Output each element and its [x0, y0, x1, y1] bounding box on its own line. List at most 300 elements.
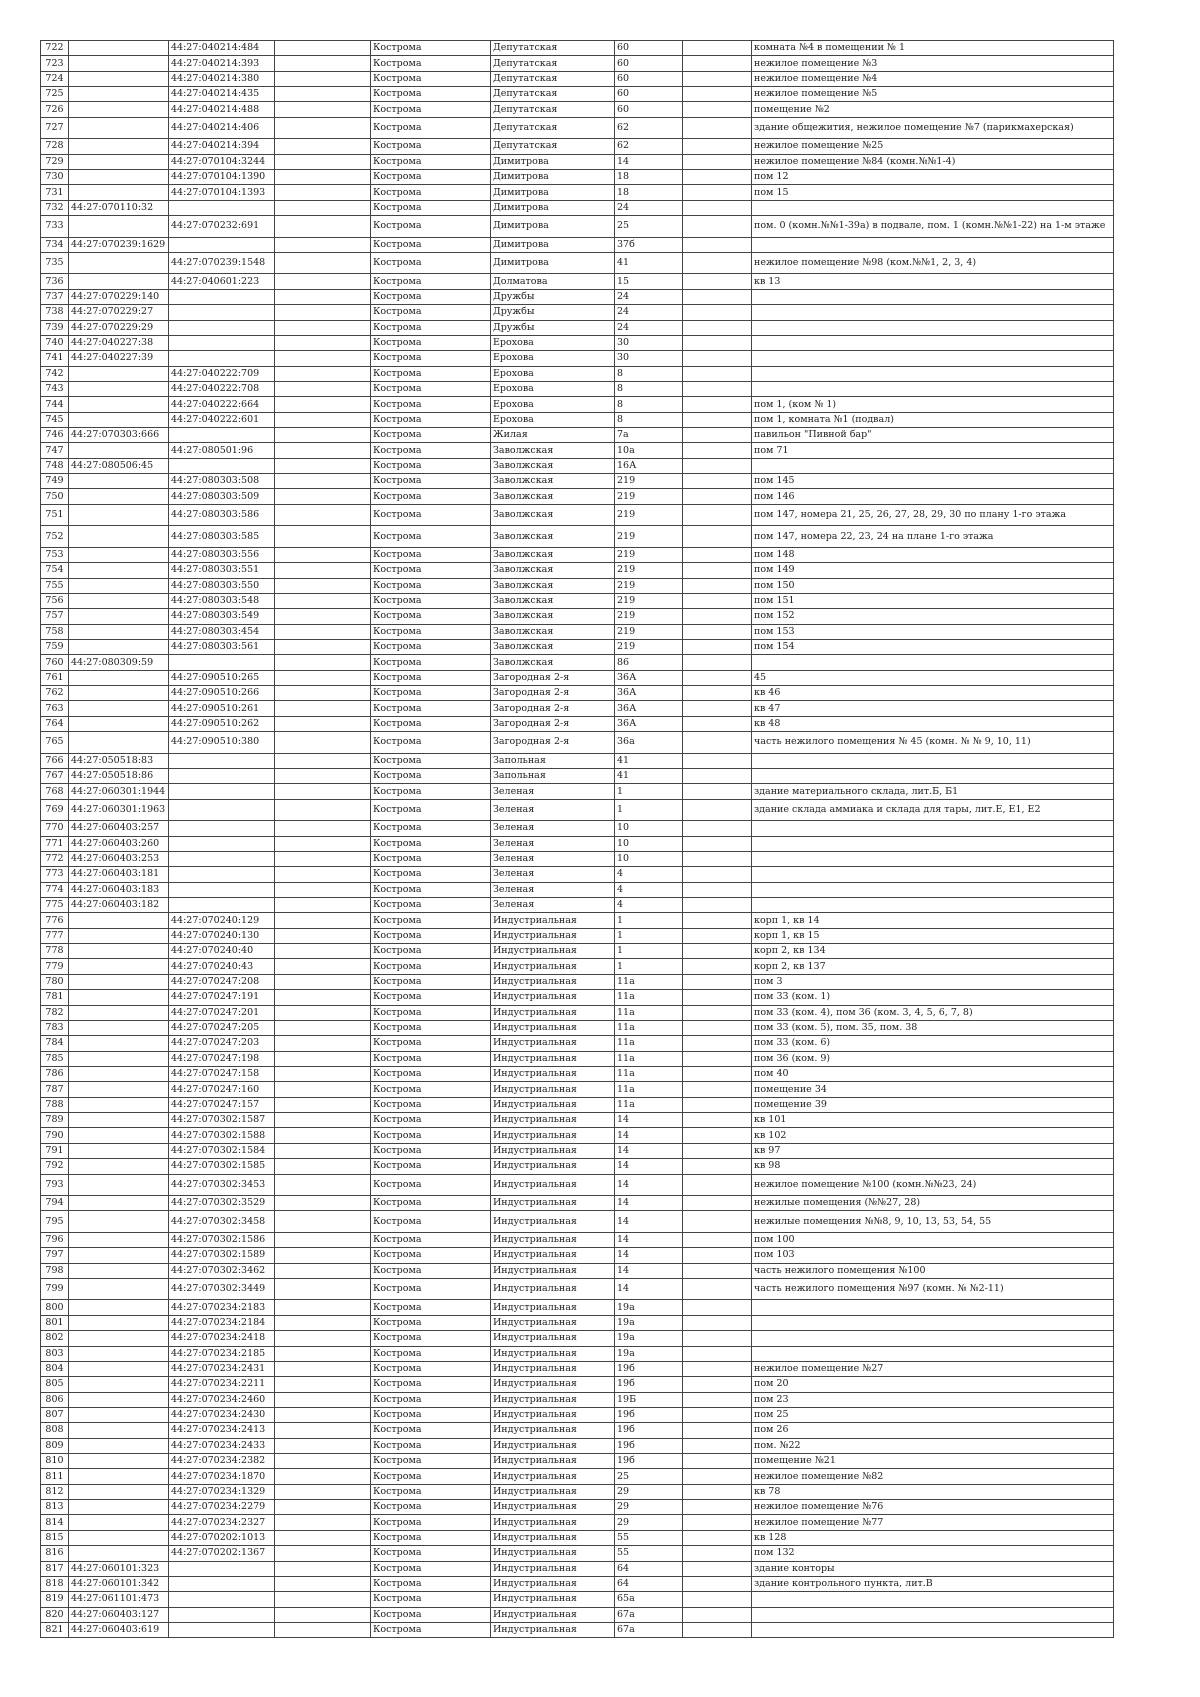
cadastral-number-premises: [169, 1592, 275, 1607]
city-cell: Кострома: [371, 1143, 491, 1158]
blank-cell: [275, 1530, 371, 1545]
table-row: [41, 799, 1114, 821]
row-number: 740: [41, 335, 69, 350]
cadastral-number-premises: 44:27:070234:2431: [169, 1361, 275, 1376]
cadastral-number-building: [69, 1300, 169, 1315]
row-number: 799: [41, 1278, 69, 1300]
premises-description-cell: [752, 381, 1114, 396]
cadastral-number-building: [69, 185, 169, 200]
row-number: 766: [41, 753, 69, 768]
cadastral-number-building: [69, 1113, 169, 1128]
city-cell: Кострома: [371, 1066, 491, 1081]
table-row: [41, 1407, 1114, 1422]
street-cell: Зеленая: [491, 799, 615, 821]
blank-cell: [275, 1607, 371, 1622]
premises-description-cell: здание общежития, нежилое помещение №7 (парикмахерская): [752, 117, 1114, 139]
premises-description-cell: [752, 821, 1114, 836]
street-cell: Заволжская: [491, 609, 615, 624]
city-cell: Кострома: [371, 1423, 491, 1438]
blank-cell: [275, 655, 371, 670]
blank-cell: [683, 102, 752, 117]
table-row: [41, 821, 1114, 836]
row-number: 768: [41, 784, 69, 799]
table-row: [41, 366, 1114, 381]
cadastral-number-premises: 44:27:070247:198: [169, 1051, 275, 1066]
blank-cell: [275, 412, 371, 427]
premises-description-cell: пом 148: [752, 547, 1114, 562]
premises-description-cell: кв 46: [752, 686, 1114, 701]
premises-description-cell: пом 26: [752, 1423, 1114, 1438]
blank-cell: [683, 1423, 752, 1438]
cadastral-number-premises: [169, 1561, 275, 1576]
cadastral-number-building: [69, 1248, 169, 1263]
city-cell: Кострома: [371, 578, 491, 593]
city-cell: Кострома: [371, 102, 491, 117]
cadastral-number-building: [69, 274, 169, 289]
blank-cell: [275, 237, 371, 252]
row-number: 757: [41, 609, 69, 624]
cadastral-number-premises: 44:27:090510:266: [169, 686, 275, 701]
row-number: 814: [41, 1515, 69, 1530]
house-number-cell: 65а: [615, 1592, 683, 1607]
house-number-cell: 19б: [615, 1454, 683, 1469]
blank-cell: [683, 1377, 752, 1392]
blank-cell: [275, 1005, 371, 1020]
table-row: [41, 732, 1114, 754]
cadastral-number-building: 44:27:040227:39: [69, 351, 169, 366]
table-row: [41, 428, 1114, 443]
cadastral-number-building: [69, 1143, 169, 1158]
table-row: [41, 1248, 1114, 1263]
cadastral-number-premises: 44:27:040214:393: [169, 56, 275, 71]
house-number-cell: 4: [615, 898, 683, 913]
blank-cell: [683, 117, 752, 139]
cadastral-number-building: 44:27:060403:127: [69, 1607, 169, 1622]
row-number: 792: [41, 1159, 69, 1174]
street-cell: Индустриальная: [491, 1438, 615, 1453]
blank-cell: [275, 686, 371, 701]
cadastral-number-premises: 44:27:090510:261: [169, 701, 275, 716]
row-number: 729: [41, 154, 69, 169]
premises-description-cell: [752, 836, 1114, 851]
row-number: 744: [41, 397, 69, 412]
row-number: 756: [41, 593, 69, 608]
premises-description-cell: [752, 1592, 1114, 1607]
row-number: 763: [41, 701, 69, 716]
street-cell: Заволжская: [491, 474, 615, 489]
row-number: 770: [41, 821, 69, 836]
cadastral-number-premises: [169, 821, 275, 836]
premises-description-cell: [752, 305, 1114, 320]
premises-description-cell: пом 149: [752, 563, 1114, 578]
premises-description-cell: пом. №22: [752, 1438, 1114, 1453]
city-cell: Кострома: [371, 1392, 491, 1407]
blank-cell: [683, 1263, 752, 1278]
cadastral-number-building: [69, 87, 169, 102]
blank-cell: [275, 87, 371, 102]
row-number: 730: [41, 170, 69, 185]
street-cell: Индустриальная: [491, 1576, 615, 1591]
street-cell: Индустриальная: [491, 1113, 615, 1128]
row-number: 794: [41, 1196, 69, 1211]
premises-description-cell: пом 3: [752, 974, 1114, 989]
city-cell: Кострома: [371, 784, 491, 799]
row-number: 759: [41, 640, 69, 655]
city-cell: Кострома: [371, 320, 491, 335]
premises-description-cell: [752, 335, 1114, 350]
table-row: [41, 412, 1114, 427]
blank-cell: [683, 1005, 752, 1020]
cadastral-number-building: [69, 1097, 169, 1112]
blank-cell: [275, 305, 371, 320]
blank-cell: [275, 1248, 371, 1263]
row-number: 723: [41, 56, 69, 71]
cadastral-number-premises: [169, 237, 275, 252]
row-number: 769: [41, 799, 69, 821]
city-cell: Кострома: [371, 686, 491, 701]
house-number-cell: 11а: [615, 974, 683, 989]
cadastral-number-building: [69, 1005, 169, 1020]
row-number: 779: [41, 959, 69, 974]
street-cell: Индустриальная: [491, 913, 615, 928]
blank-cell: [275, 1066, 371, 1081]
city-cell: Кострома: [371, 1469, 491, 1484]
house-number-cell: 14: [615, 1248, 683, 1263]
city-cell: Кострома: [371, 71, 491, 86]
city-cell: Кострома: [371, 974, 491, 989]
cadastral-number-premises: 44:27:040214:488: [169, 102, 275, 117]
cadastral-number-building: [69, 1211, 169, 1233]
city-cell: Кострома: [371, 154, 491, 169]
premises-description-cell: пом 146: [752, 489, 1114, 504]
table-row: [41, 1576, 1114, 1591]
blank-cell: [275, 1392, 371, 1407]
premises-description-cell: корп 1, кв 14: [752, 913, 1114, 928]
cadastral-number-building: [69, 1159, 169, 1174]
house-number-cell: 30: [615, 351, 683, 366]
row-number: 772: [41, 851, 69, 866]
cadastral-number-building: 44:27:060403:181: [69, 867, 169, 882]
blank-cell: [683, 1232, 752, 1247]
street-cell: Индустриальная: [491, 959, 615, 974]
house-number-cell: 19а: [615, 1315, 683, 1330]
premises-description-cell: нежилое помещение №5: [752, 87, 1114, 102]
house-number-cell: 60: [615, 56, 683, 71]
house-number-cell: 14: [615, 1211, 683, 1233]
row-number: 736: [41, 274, 69, 289]
blank-cell: [683, 87, 752, 102]
cadastral-number-building: [69, 366, 169, 381]
cadastral-number-building: [69, 474, 169, 489]
premises-description-cell: [752, 237, 1114, 252]
house-number-cell: 1: [615, 784, 683, 799]
blank-cell: [683, 504, 752, 526]
blank-cell: [275, 443, 371, 458]
table-row: [41, 990, 1114, 1005]
row-number: 754: [41, 563, 69, 578]
table-row: [41, 1377, 1114, 1392]
row-number: 767: [41, 769, 69, 784]
table-row: [41, 882, 1114, 897]
row-number: 781: [41, 990, 69, 1005]
premises-description-cell: помещение №2: [752, 102, 1114, 117]
blank-cell: [275, 56, 371, 71]
house-number-cell: 60: [615, 87, 683, 102]
table-row: [41, 474, 1114, 489]
row-number: 801: [41, 1315, 69, 1330]
city-cell: Кострома: [371, 335, 491, 350]
table-row: [41, 1438, 1114, 1453]
blank-cell: [683, 732, 752, 754]
blank-cell: [275, 335, 371, 350]
blank-cell: [275, 200, 371, 215]
house-number-cell: 18: [615, 185, 683, 200]
row-number: 778: [41, 944, 69, 959]
row-number: 750: [41, 489, 69, 504]
cadastral-number-building: [69, 716, 169, 731]
city-cell: Кострома: [371, 1454, 491, 1469]
row-number: 739: [41, 320, 69, 335]
premises-description-cell: [752, 458, 1114, 473]
city-cell: Кострома: [371, 944, 491, 959]
house-number-cell: 14: [615, 1232, 683, 1247]
blank-cell: [275, 1113, 371, 1128]
cadastral-number-premises: 44:27:090510:265: [169, 670, 275, 685]
house-number-cell: 19б: [615, 1438, 683, 1453]
premises-description-cell: 45: [752, 670, 1114, 685]
row-number: 803: [41, 1346, 69, 1361]
blank-cell: [683, 1174, 752, 1196]
city-cell: Кострома: [371, 867, 491, 882]
city-cell: Кострома: [371, 366, 491, 381]
premises-description-cell: [752, 867, 1114, 882]
cadastral-number-building: 44:27:080506:45: [69, 458, 169, 473]
house-number-cell: 41: [615, 252, 683, 274]
blank-cell: [275, 1423, 371, 1438]
city-cell: Кострома: [371, 397, 491, 412]
premises-description-cell: пом 40: [752, 1066, 1114, 1081]
cadastral-number-premises: 44:27:070234:2185: [169, 1346, 275, 1361]
house-number-cell: 1: [615, 959, 683, 974]
city-cell: Кострома: [371, 1561, 491, 1576]
cadastral-number-building: [69, 381, 169, 396]
blank-cell: [683, 1211, 752, 1233]
street-cell: Индустриальная: [491, 928, 615, 943]
blank-cell: [683, 1159, 752, 1174]
cadastral-number-premises: 44:27:070302:3529: [169, 1196, 275, 1211]
cadastral-number-premises: [169, 851, 275, 866]
row-number: 755: [41, 578, 69, 593]
cadastral-number-building: [69, 701, 169, 716]
cadastral-number-building: [69, 71, 169, 86]
blank-cell: [275, 1082, 371, 1097]
row-number: 722: [41, 41, 69, 56]
city-cell: Кострома: [371, 1248, 491, 1263]
row-number: 790: [41, 1128, 69, 1143]
premises-description-cell: [752, 851, 1114, 866]
blank-cell: [275, 944, 371, 959]
house-number-cell: 4: [615, 867, 683, 882]
street-cell: Зеленая: [491, 882, 615, 897]
city-cell: Кострома: [371, 836, 491, 851]
house-number-cell: 14: [615, 1196, 683, 1211]
city-cell: Кострома: [371, 609, 491, 624]
city-cell: Кострома: [371, 1196, 491, 1211]
blank-cell: [683, 1066, 752, 1081]
house-number-cell: 10: [615, 836, 683, 851]
blank-cell: [683, 593, 752, 608]
premises-description-cell: корп 2, кв 137: [752, 959, 1114, 974]
city-cell: Кострома: [371, 170, 491, 185]
row-number: 760: [41, 655, 69, 670]
premises-description-cell: часть нежилого помещения №100: [752, 1263, 1114, 1278]
row-number: 765: [41, 732, 69, 754]
row-number: 728: [41, 139, 69, 154]
row-number: 737: [41, 289, 69, 304]
cadastral-number-building: [69, 526, 169, 548]
blank-cell: [683, 959, 752, 974]
row-number: 782: [41, 1005, 69, 1020]
blank-cell: [275, 578, 371, 593]
cadastral-number-premises: [169, 882, 275, 897]
cadastral-number-building: [69, 1036, 169, 1051]
house-number-cell: 11а: [615, 1005, 683, 1020]
table-row: [41, 686, 1114, 701]
city-cell: Кострома: [371, 1361, 491, 1376]
blank-cell: [275, 489, 371, 504]
premises-description-cell: нежилое помещение №4: [752, 71, 1114, 86]
street-cell: Ерохова: [491, 397, 615, 412]
street-cell: Индустриальная: [491, 1036, 615, 1051]
house-number-cell: 30: [615, 335, 683, 350]
premises-description-cell: пом 145: [752, 474, 1114, 489]
cadastral-number-premises: [169, 784, 275, 799]
cadastral-number-building: [69, 412, 169, 427]
city-cell: Кострома: [371, 1377, 491, 1392]
house-number-cell: 64: [615, 1576, 683, 1591]
cadastral-number-building: [69, 1392, 169, 1407]
blank-cell: [275, 1263, 371, 1278]
row-number: 743: [41, 381, 69, 396]
premises-description-cell: часть нежилого помещения №97 (комн. № №2-11): [752, 1278, 1114, 1300]
cadastral-number-building: [69, 1469, 169, 1484]
city-cell: Кострома: [371, 959, 491, 974]
blank-cell: [275, 71, 371, 86]
cadastral-number-building: 44:27:050518:83: [69, 753, 169, 768]
city-cell: Кострома: [371, 474, 491, 489]
street-cell: Зеленая: [491, 836, 615, 851]
cadastral-number-premises: 44:27:070247:157: [169, 1097, 275, 1112]
street-cell: Индустриальная: [491, 990, 615, 1005]
cadastral-number-premises: 44:27:070234:1870: [169, 1469, 275, 1484]
table-row: [41, 1082, 1114, 1097]
table-row: [41, 1143, 1114, 1158]
house-number-cell: 14: [615, 1113, 683, 1128]
blank-cell: [275, 609, 371, 624]
cadastral-number-premises: 44:27:070240:40: [169, 944, 275, 959]
blank-cell: [683, 898, 752, 913]
premises-description-cell: комната №4 в помещении № 1: [752, 41, 1114, 56]
cadastral-number-building: [69, 154, 169, 169]
table-row: [41, 489, 1114, 504]
blank-cell: [683, 320, 752, 335]
cadastral-number-premises: 44:27:040222:664: [169, 397, 275, 412]
row-number: 816: [41, 1546, 69, 1561]
blank-cell: [683, 289, 752, 304]
street-cell: Индустриальная: [491, 1454, 615, 1469]
house-number-cell: 1: [615, 944, 683, 959]
table-row: [41, 1315, 1114, 1330]
street-cell: Ерохова: [491, 412, 615, 427]
house-number-cell: 219: [615, 474, 683, 489]
row-number: 817: [41, 1561, 69, 1576]
cadastral-number-premises: 44:27:070302:3449: [169, 1278, 275, 1300]
row-number: 742: [41, 366, 69, 381]
cadastral-number-building: [69, 56, 169, 71]
house-number-cell: 36а: [615, 732, 683, 754]
premises-description-cell: помещение №21: [752, 1454, 1114, 1469]
blank-cell: [683, 1622, 752, 1637]
cadastral-number-premises: 44:27:070302:1587: [169, 1113, 275, 1128]
blank-cell: [683, 237, 752, 252]
city-cell: Кострома: [371, 547, 491, 562]
blank-cell: [275, 1315, 371, 1330]
row-number: 821: [41, 1622, 69, 1637]
blank-cell: [683, 928, 752, 943]
street-cell: Димитрова: [491, 216, 615, 238]
cadastral-number-building: [69, 489, 169, 504]
street-cell: Индустриальная: [491, 1196, 615, 1211]
blank-cell: [683, 1469, 752, 1484]
blank-cell: [683, 769, 752, 784]
table-row: [41, 185, 1114, 200]
cadastral-number-premises: 44:27:080501:96: [169, 443, 275, 458]
blank-cell: [275, 670, 371, 685]
premises-description-cell: пом 23: [752, 1392, 1114, 1407]
blank-cell: [683, 443, 752, 458]
cadastral-number-building: 44:27:060403:182: [69, 898, 169, 913]
premises-description-cell: [752, 655, 1114, 670]
blank-cell: [275, 1159, 371, 1174]
table-row: [41, 1211, 1114, 1233]
premises-description-cell: павильон "Пивной бар": [752, 428, 1114, 443]
house-number-cell: 36А: [615, 670, 683, 685]
blank-cell: [683, 1331, 752, 1346]
blank-cell: [683, 1407, 752, 1422]
cadastral-number-building: [69, 593, 169, 608]
cadastral-number-building: [69, 397, 169, 412]
street-cell: Дружбы: [491, 305, 615, 320]
premises-description-cell: пом 1, (ком № 1): [752, 397, 1114, 412]
cadastral-number-premises: 44:27:080303:551: [169, 563, 275, 578]
premises-description-cell: пом 71: [752, 443, 1114, 458]
cadastral-number-premises: 44:27:040214:406: [169, 117, 275, 139]
cadastral-number-premises: 44:27:080303:454: [169, 624, 275, 639]
table-row: [41, 867, 1114, 882]
street-cell: Загородная 2-я: [491, 701, 615, 716]
premises-description-cell: пом 151: [752, 593, 1114, 608]
cadastral-number-premises: 44:27:080303:509: [169, 489, 275, 504]
street-cell: Ерохова: [491, 335, 615, 350]
blank-cell: [683, 139, 752, 154]
blank-cell: [683, 1113, 752, 1128]
city-cell: Кострома: [371, 1082, 491, 1097]
row-number: 776: [41, 913, 69, 928]
cadastral-number-premises: 44:27:070232:691: [169, 216, 275, 238]
cadastral-number-premises: 44:27:080303:585: [169, 526, 275, 548]
cadastral-number-building: [69, 1407, 169, 1422]
cadastral-number-premises: 44:27:040214:435: [169, 87, 275, 102]
